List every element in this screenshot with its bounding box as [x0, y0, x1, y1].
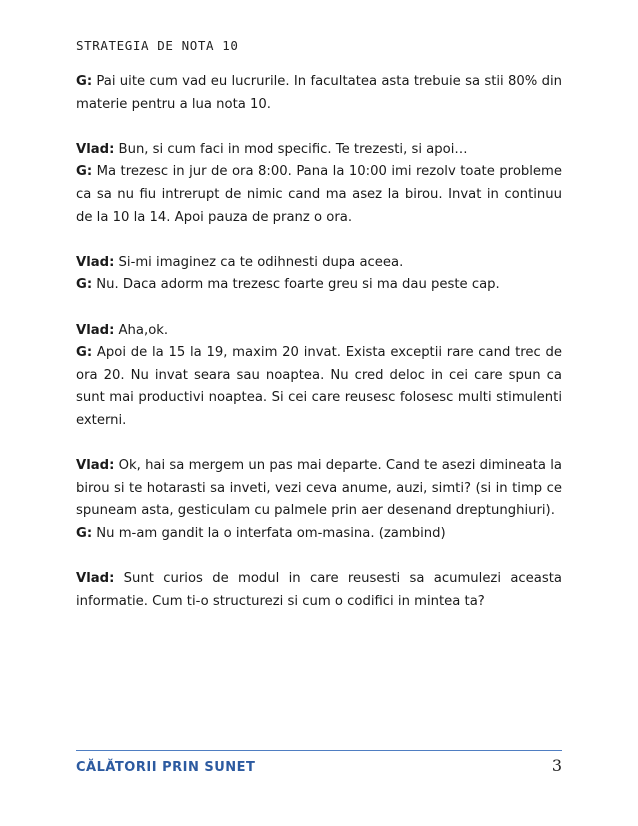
paragraph-text: Nu m-am gandit la o interfata om-masina. (zambind): [92, 525, 446, 541]
footer-divider: [76, 750, 562, 751]
paragraph-text: Apoi de la 15 la 19, maxim 20 invat. Exista exceptii rare cand trec de ora 20. Nu invat seara sau noaptea. Nu cred deloc in cei care spun ca sunt mai productivi noaptea. Si cei care reusesc folosesc multi stimulenti externi.: [76, 345, 562, 428]
paragraph: [76, 139, 562, 162]
paragraph-text: Ok, hai sa mergem un pas mai departe. Cand te asezi dimineata la birou si te hotarasti sa inveti, vezi ceva anume, auzi, simti? (si in timp ce spuneam asta, gesticulam cu palmele prin aer desenand dreptunghiuri).: [76, 458, 562, 519]
paragraph-text: Sunt curios de modul in care reusesti sa acumulezi aceasta informatie. Cum ti-o structurezi si cum o codifici in mintea ta?: [76, 571, 562, 609]
paragraph: [76, 274, 562, 297]
paragraph: [76, 320, 562, 343]
interview-body: [76, 71, 562, 613]
paragraph-text: Aha,ok.: [114, 322, 169, 338]
speaker-label: G:: [76, 164, 93, 180]
running-header: STRATEGIA DE NOTA 10: [76, 38, 239, 53]
speaker-label: Vlad:: [76, 254, 115, 270]
paragraph-text: Bun, si cum faci in mod specific. Te trezesti, si apoi…: [114, 141, 468, 157]
page-number: 3: [551, 756, 562, 775]
speaker-label: Vlad:: [76, 322, 115, 338]
speaker-label: G:: [76, 277, 93, 293]
paragraph: [76, 568, 562, 613]
speaker-label: G:: [76, 74, 93, 89]
paragraph: [76, 523, 562, 546]
speaker-label: G:: [76, 345, 93, 361]
speaker-label: Vlad:: [76, 141, 115, 157]
footer-brand: CĂLĂTORII PRIN SUNET: [76, 760, 256, 775]
paragraph: [76, 252, 562, 275]
paragraph-text: Si-mi imaginez ca te odihnesti dupa aceea.: [114, 254, 404, 270]
paragraph-text: Pai uite cum vad eu lucrurile. In facultatea asta trebuie sa stii 80% din materie pentru a lua nota 10.: [76, 74, 562, 112]
paragraph: [76, 161, 562, 229]
paragraph: [76, 342, 562, 432]
paragraph: [76, 455, 562, 523]
speaker-label: G:: [76, 525, 93, 541]
paragraph-text: Nu. Daca adorm ma trezesc foarte greu si ma dau peste cap.: [92, 277, 500, 293]
paragraph: [76, 71, 562, 116]
speaker-label: Vlad:: [76, 458, 115, 474]
paragraph-text: Ma trezesc in jur de ora 8:00. Pana la 10:00 imi rezolv toate probleme ca sa nu fiu intrerupt de nimic cand ma asez la birou. Invat in continuu de la 10 la 14. Apoi pauza de pranz o ora.: [76, 164, 562, 225]
speaker-label: Vlad:: [76, 571, 115, 587]
